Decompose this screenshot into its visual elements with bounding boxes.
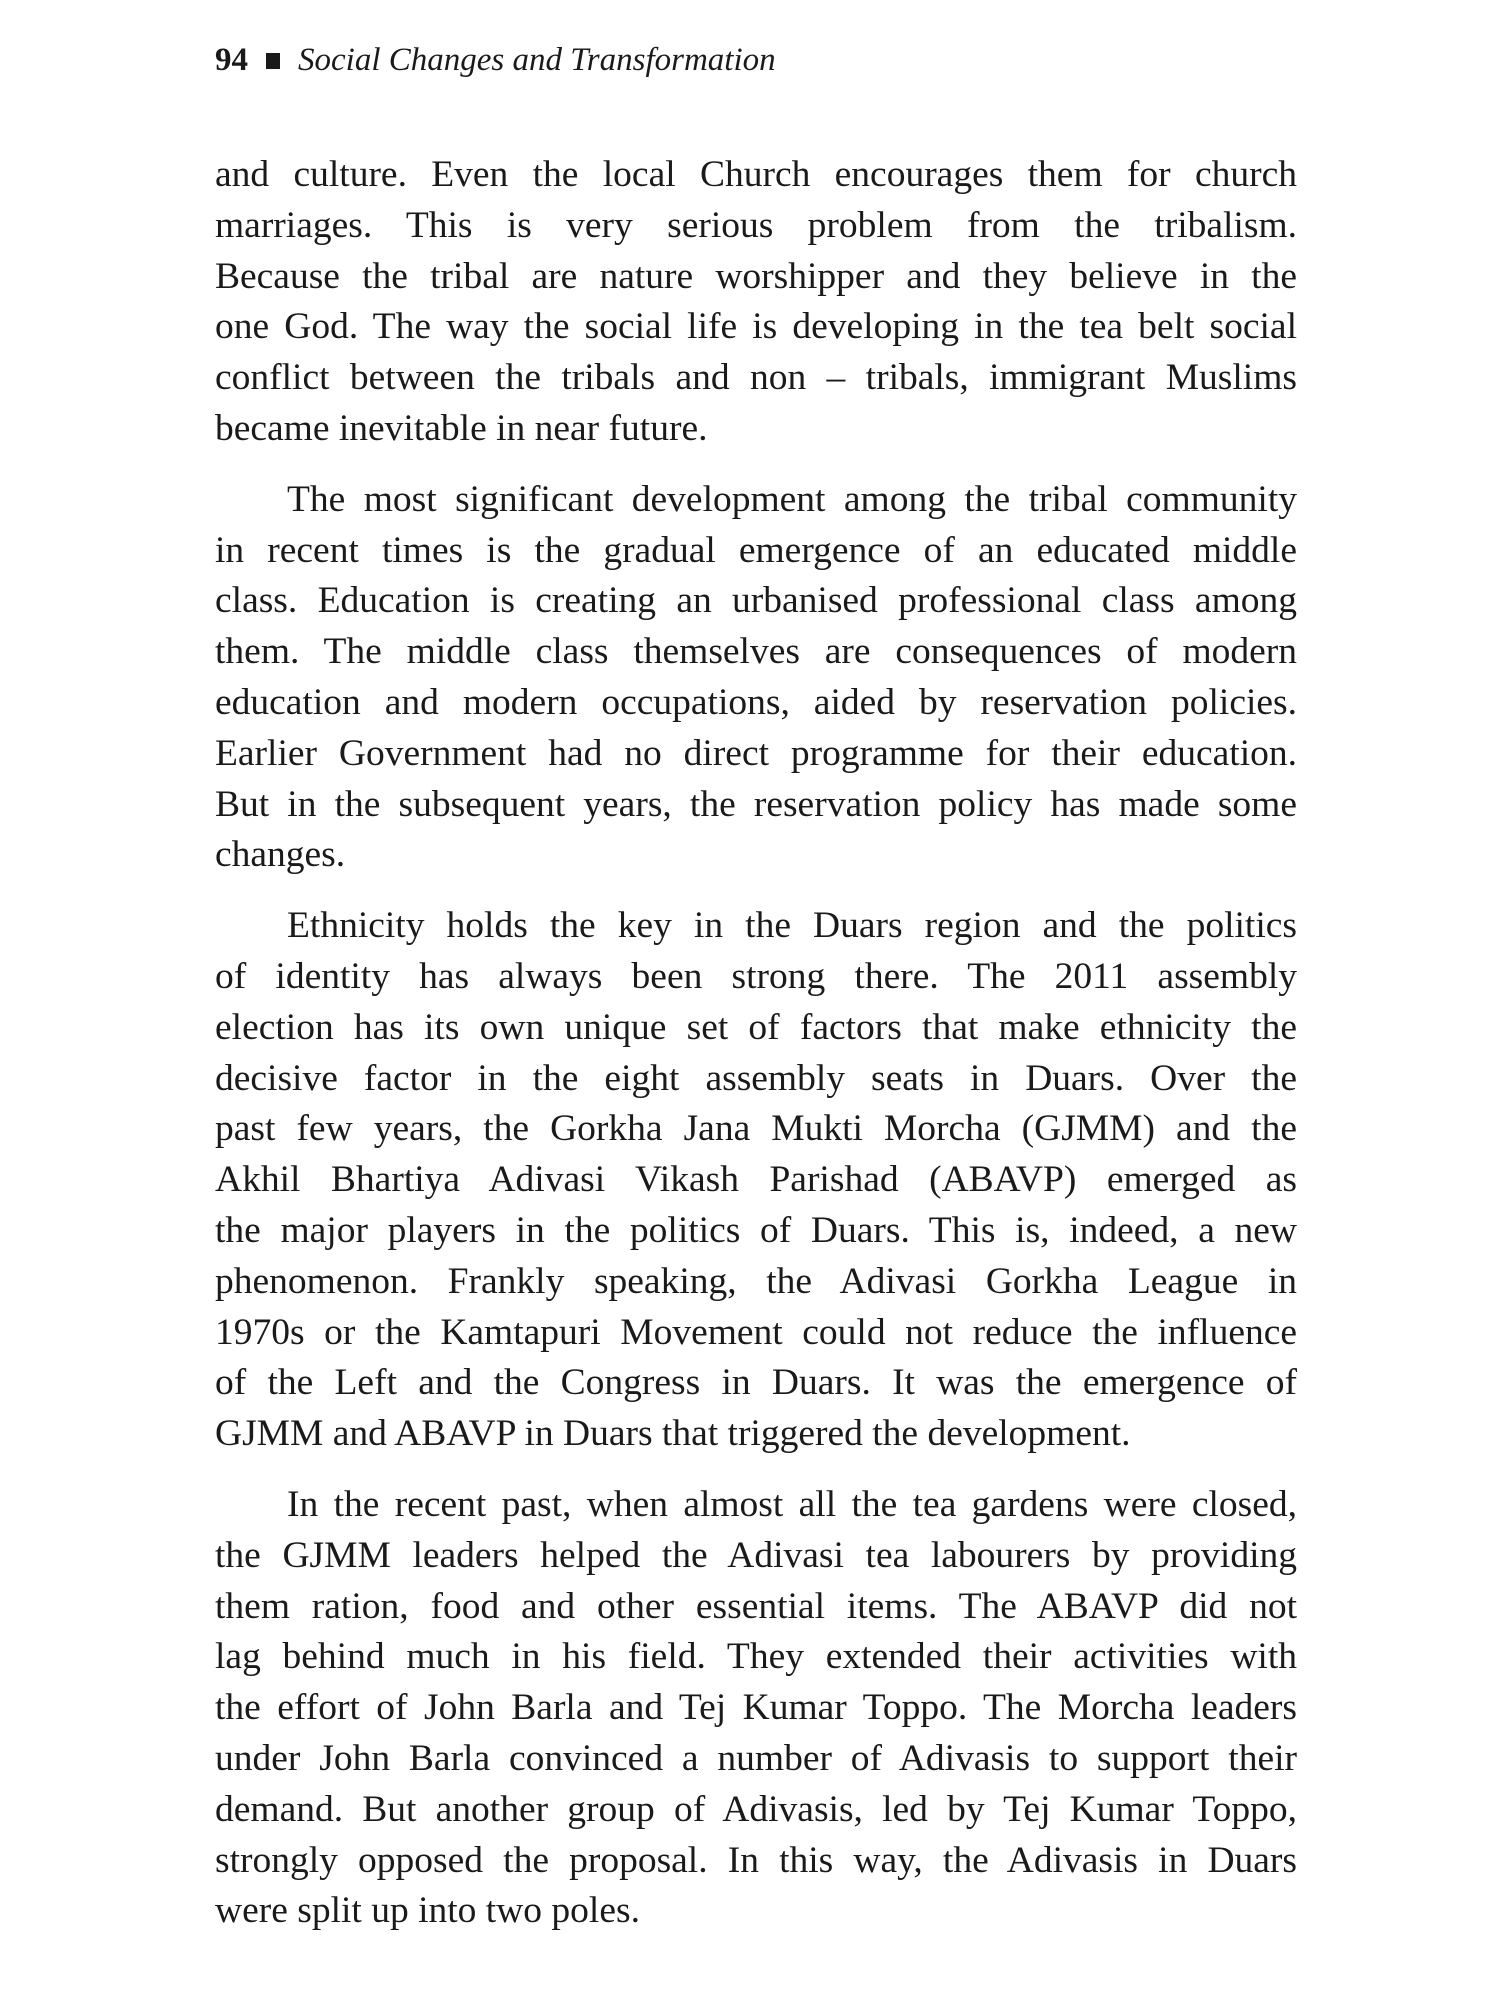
text-line: 1970s or the Kamtapuri Movement could not reduce the influence — [215, 1311, 1297, 1353]
text-line: and culture. Even the local Church encourages them for church — [215, 154, 1297, 195]
text-line: them. The middle class themselves are consequences of modern — [215, 631, 1297, 673]
running-title: Social Changes and Transformation — [298, 42, 776, 78]
paragraph — [215, 475, 1297, 881]
text-line: Earlier Government had no direct programme for their education. — [215, 732, 1297, 774]
text-line: conflict between the tribals and non – tribals, immigrant Muslims — [215, 357, 1297, 399]
text-line: education and modern occupations, aided by reservation policies. — [215, 681, 1297, 723]
text-line: them ration, food and other essential items. The ABAVP did not — [215, 1585, 1297, 1627]
text-line: In the recent past, when almost all the tea gardens were closed, — [287, 1483, 1297, 1525]
paragraph — [215, 150, 1297, 455]
text-line: strongly opposed the proposal. In this way, the Adivasis in Duars — [215, 1839, 1297, 1881]
text-line: the major players in the politics of Duars. This is, indeed, a new — [215, 1209, 1297, 1251]
text-line: Akhil Bhartiya Adivasi Vikash Parishad (ABAVP) emerged as — [215, 1159, 1297, 1201]
paragraph — [215, 901, 1297, 1460]
text-line: the effort of John Barla and Tej Kumar Toppo. The Morcha leaders — [215, 1687, 1297, 1729]
text-line: Because the tribal are nature worshipper and they believe in the — [215, 255, 1297, 297]
text-line: became inevitable in near future. — [215, 407, 708, 449]
text-line: lag behind much in his field. They extended their activities with — [215, 1636, 1297, 1678]
text-line: one God. The way the social life is developing in the tea belt social — [215, 306, 1297, 348]
text-line: were split up into two poles. — [215, 1890, 640, 1932]
square-bullet-icon — [266, 53, 280, 69]
text-line: Ethnicity holds the key in the Duars region and the politics — [287, 905, 1297, 947]
text-line: But in the subsequent years, the reservation policy has made some — [215, 783, 1297, 825]
text-line: GJMM and ABAVP in Duars that triggered the development. — [215, 1413, 1131, 1455]
paragraph — [215, 1480, 1297, 1937]
text-line: The most significant development among the tribal community — [287, 478, 1297, 520]
text-line: under John Barla convinced a number of Adivasis to support their — [215, 1737, 1297, 1779]
text-line: of the Left and the Congress in Duars. It was the emergence of — [215, 1362, 1297, 1404]
text-line: the GJMM leaders helped the Adivasi tea labourers by providing — [215, 1534, 1297, 1576]
text-line: decisive factor in the eight assembly seats in Duars. Over the — [215, 1057, 1297, 1099]
text-line: election has its own unique set of factors that make ethnicity the — [215, 1006, 1297, 1048]
text-line: marriages. This is very serious problem from the tribalism. — [215, 204, 1297, 246]
text-line: changes. — [215, 834, 346, 876]
text-line: class. Education is creating an urbanised professional class among — [215, 580, 1297, 622]
body-text — [215, 150, 1297, 1957]
running-header — [215, 42, 776, 79]
text-line: past few years, the Gorkha Jana Mukti Morcha (GJMM) and the — [215, 1108, 1297, 1150]
text-line: of identity has always been strong there. The 2011 assembly — [215, 955, 1297, 997]
text-line: phenomenon. Frankly speaking, the Adivasi Gorkha League in — [215, 1260, 1297, 1302]
page-number: 94 — [215, 42, 248, 78]
text-line: in recent times is the gradual emergence of an educated middle — [215, 529, 1297, 571]
text-line: demand. But another group of Adivasis, led by Tej Kumar Toppo, — [215, 1788, 1297, 1830]
